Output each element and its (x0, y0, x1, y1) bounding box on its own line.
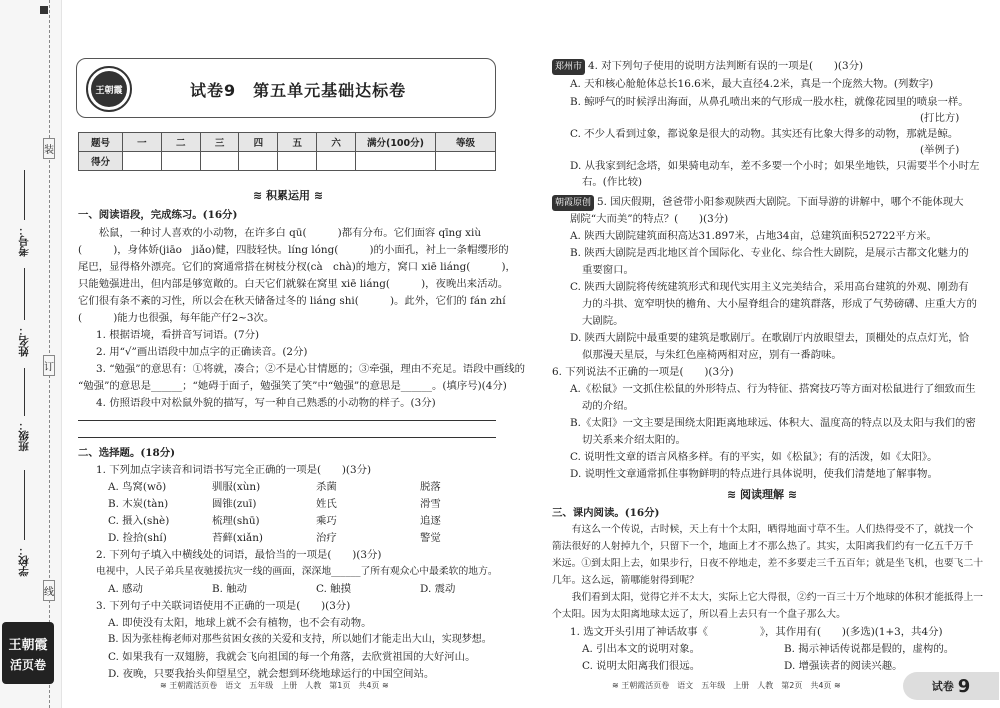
score-value-row (79, 152, 496, 171)
class-label: 班级： (18, 420, 30, 452)
question-text: 5. 国庆假期，爸爸带小阳参观陕西大剧院。下面导游的讲解中，哪个不能体现大 (597, 196, 964, 208)
sub-question: 4. 仿照语段中对松鼠外貌的描写，写一种自己熟悉的小动物的样子。(3分) (96, 397, 436, 409)
score-cell: 四 (239, 133, 278, 152)
score-input[interactable] (356, 152, 436, 171)
score-cell: 三 (200, 133, 239, 152)
question-stem (552, 58, 863, 75)
option-cell: 脱落 (420, 481, 441, 493)
option-row[interactable] (108, 530, 524, 546)
question-stem: 1. 选文开头引用了神话故事《 》，其作用有( )(多选)(1+3，共4分) (570, 626, 943, 638)
passage-line: 几年。这么远，箭哪能射得到呢？ (552, 575, 699, 586)
score-cell: 题号 (79, 133, 123, 152)
score-input[interactable] (161, 152, 200, 171)
option-row[interactable] (108, 479, 524, 495)
question-stem: 1. 下列加点字读音和词语书写完全正确的一项是( )(3分) (96, 464, 372, 476)
passage-line: 只能勉强进出，但内部是够宽敞的。白天它们就躲在窝里 xiē liáng( )，夜晚出来活动。 (78, 278, 509, 290)
option-cell: C. 摄入(shè) (108, 515, 170, 527)
score-cell: 五 (278, 133, 317, 152)
question-heading: 三、课内阅读。(16分) (552, 507, 660, 519)
score-cell: 满分(100分) (356, 133, 436, 152)
option-cell: 圆锥(zuī) (212, 498, 257, 510)
cut-line (49, 0, 50, 708)
option-row[interactable] (108, 513, 524, 529)
school-field[interactable] (18, 545, 31, 577)
option-cell: 苔藓(xiǎn) (212, 532, 263, 544)
question-stem: 3. 下列句子中关联词语使用不正确的一项是( )(3分) (96, 600, 351, 612)
option-line[interactable]: B.《太阳》一文主要是围绕太阳距离地球远、体积大、温度高的特点以及太阳与我们的密 (570, 417, 976, 429)
option-line[interactable]: 似那漫天星辰，与朱红色座椅两相对应，别有一番韵味。 (582, 349, 842, 361)
question-text: 剧院“大而美”的特点？( )(3分) (570, 213, 729, 225)
option-line[interactable]: C. 陕西大剧院将传统建筑形式和现代实用主义完美结合，采用高台建筑的外观、刚劲有 (570, 281, 969, 293)
seal-char: 订 (43, 355, 55, 376)
option-line[interactable]: A. 即使没有太阳，地球上就不会有植物，也不会有动物。 (108, 617, 372, 629)
option-line[interactable]: C. 说明太阳离我们很远。 (582, 660, 701, 672)
option-line[interactable]: D. 说明性文章通常抓住事物鲜明的特点进行具体说明，使我们清楚地了解事物。 (570, 468, 938, 480)
sub-question: 3. “勉强”的意思有：①将就，凑合；②不是心甘情愿的；③牵强，理由不充足。语段中画线的 (96, 363, 526, 375)
question-stem: 2. 下列句子填入中横线处的词语，最恰当的一项是( )(3分) (96, 549, 382, 561)
badge-text: 王朝霞 (91, 71, 127, 107)
answer-line (24, 268, 25, 320)
score-input[interactable] (200, 152, 239, 171)
class-field[interactable] (18, 420, 31, 452)
option-line[interactable]: D. 夜晚，只要我抬头仰望星空，就会想到环绕地球运行的中国空间站。 (108, 668, 435, 680)
passage-line: 有这么一个传说，古时候，天上有十个太阳，晒得地面寸草不生。人们热得受不了，就找一个 (552, 524, 974, 535)
option-note: (打比方) (920, 112, 960, 124)
option-line[interactable]: D. 增强读者的阅读兴趣。 (784, 660, 903, 672)
passage-line: 我们看到太阳，觉得它并不太大，实际上它大得很，②约一百三十万个地球的体积才能抵得上一 (552, 592, 984, 603)
option-cell: A. 鸟窝(wō) (108, 481, 167, 493)
paper-label: 试卷 (931, 680, 954, 693)
passage-line: 尾巴，显得格外漂亮。它们的窝通常搭在树枝分杈(cà chà)的地方，窝口 xiē liáng( )， (78, 261, 516, 273)
option-line[interactable]: B. 鲸呼气的时候浮出海面，从鼻孔喷出来的气形成一股水柱，就像花园里的喷泉一样。 (570, 96, 969, 108)
passage-line: 它们很有条不紊的习性，所以会在秋天储备过冬的 liáng shi( )。此外，它们的 fán zhí (78, 295, 506, 307)
sub-question: “勉强”的意思是______；“她碍于面子，勉强笑了笑”中“勉强”的意思是______。(填序号)(4分) (78, 380, 507, 392)
score-input[interactable] (123, 152, 162, 171)
brand-subtitle: 活页卷 (9, 657, 46, 672)
seal-char: 线 (43, 580, 55, 601)
page-footer: ≋ 王朝霞活页卷 语文 五年级 上册 人教 第2页 共4页 ≋ (612, 681, 841, 690)
option-line[interactable]: B. 因为张桂梅老师对那些贫困女孩的关爱和支持，所以她们才能走出大山，实现梦想。 (108, 634, 492, 645)
name-label: 姓名： (18, 325, 30, 357)
option-cell: 治疗 (316, 532, 337, 544)
score-table (78, 132, 496, 171)
paper-number-tab (903, 672, 999, 700)
passage-line: ( )，身体娇(jiāo jiǎo)健，四肢轻快。líng lóng( )的小面孔，衬上一条帽缨形的 (78, 244, 509, 256)
paper-number: 9 (957, 675, 971, 697)
option-cell: 姓氏 (316, 498, 337, 510)
option-row[interactable] (108, 496, 524, 512)
answer-line (24, 170, 25, 220)
option-cell: D. 震动 (420, 583, 456, 595)
option-line[interactable]: A. 引出本文的说明对象。 (582, 643, 701, 655)
binding-margin (0, 0, 62, 708)
question-stem: 6. 下列说法不正确的一项是( )(3分) (552, 366, 734, 378)
option-cell: D. 捡拾(shí) (108, 532, 167, 544)
answer-line (24, 368, 25, 416)
option-line[interactable]: A. 陕西大剧院建筑面积高达31.897米，占地34亩，总建筑面积52722平方米。 (570, 230, 937, 242)
sub-question: 1. 根据语境，看拼音写词语。(7分) (96, 329, 260, 341)
option-line[interactable]: C. 不少人看到过象，都说象是很大的动物。其实还有比象大得多的动物，那就是鲸。 (570, 128, 959, 140)
corner-mark (40, 6, 48, 14)
passage-line: 米远。①到太阳上去，如果步行，日夜不停地走，差不多要走三千五百年；就是坐飞机，也要飞二十 (552, 558, 984, 569)
section-heading: ≋ 阅读理解 ≋ (726, 488, 798, 501)
option-line[interactable]: 动的介绍。 (582, 400, 634, 412)
school-label: 学校： (18, 545, 30, 577)
option-cell: A. 感动 (108, 583, 143, 595)
page-footer: ≋ 王朝霞活页卷 语文 五年级 上册 人教 第1页 共4页 ≋ (160, 681, 389, 690)
score-cell: 等级 (436, 133, 496, 152)
brand-name: 王朝霞 (8, 637, 48, 653)
option-cell: 追逐 (420, 515, 441, 527)
score-input[interactable] (278, 152, 317, 171)
option-line[interactable]: 切关系来介绍太阳的。 (582, 434, 686, 446)
answer-line (24, 470, 25, 540)
answer-line[interactable] (78, 437, 496, 438)
option-cell: 杀菌 (316, 481, 337, 493)
score-input[interactable] (436, 152, 496, 171)
option-line[interactable]: C. 如果我有一双翅膀，我就会飞向祖国的每一个角落，去欣赏祖国的大好河山。 (108, 651, 476, 663)
passage-line: ( )能力也很强，每年能产仔2~3次。 (78, 312, 275, 324)
question-heading: 二、选择题。(18分) (78, 447, 176, 459)
score-input[interactable] (239, 152, 278, 171)
brand-logo (2, 622, 54, 684)
option-note: (举例子) (920, 144, 960, 156)
exam-number-label: 考号： (18, 225, 30, 257)
option-line[interactable]: C. 说明性文章的语言风格多样。有的平实，如《松鼠》；有的活泼，如《太阳》。 (570, 451, 938, 463)
region-tag: 郑州市 (552, 59, 585, 75)
option-cell: 滑雪 (420, 498, 441, 510)
option-line[interactable]: 力的斗拱、宽窄明快的檐角、大小屋脊组合的建筑群落，形成了气势磅礴、庄重大方的 (582, 298, 977, 310)
option-cell: C. 触摸 (316, 583, 351, 595)
question-heading: 一、阅读语段，完成练习。(16分) (78, 209, 238, 221)
option-cell: B. 触动 (212, 583, 248, 595)
option-line[interactable]: A. 天和核心舱舱体总长16.6米，最大直径4.2米，真是一个庞然大物。(列数字) (570, 78, 934, 90)
score-input[interactable] (317, 152, 356, 171)
name-field[interactable] (18, 325, 31, 357)
exam-number-field[interactable] (18, 225, 31, 257)
publisher-badge (86, 66, 132, 112)
score-cell: 六 (317, 133, 356, 152)
sub-question: 2. 用“√”画出语段中加点字的正确读音。(2分) (96, 346, 308, 358)
passage-line: 箭法很好的人射掉九个，只留下一个，地面上才不那么热了。其实，太阳离我们约有一亿五千万千 (552, 541, 974, 552)
seal-char: 装 (43, 138, 55, 159)
option-cell: 乘巧 (316, 515, 337, 527)
option-cell: B. 木炭(tàn) (108, 498, 169, 510)
answer-line[interactable] (78, 420, 496, 421)
option-line[interactable]: B. 揭示神话传说都是假的，虚构的。 (784, 643, 955, 655)
option-row[interactable] (108, 581, 524, 597)
option-cell: 驯服(xùn) (212, 481, 261, 493)
score-header-row (79, 133, 496, 152)
page-title: 试卷9 第五单元基础达标卷 (190, 81, 407, 100)
option-line[interactable]: A.《松鼠》一文抓住松鼠的外形特点、行为特征、搭窝技巧等方面对松鼠进行了细致而生 (570, 383, 976, 395)
question-text: 4. 对下列句子使用的说明方法判断有误的一项是( )(3分) (588, 60, 864, 72)
option-line[interactable]: B. 陕西大剧院是西北地区首个国际化、专业化、综合性大剧院，是展示古都文化魅力的 (570, 247, 969, 259)
question-stem (552, 194, 964, 211)
option-line[interactable]: 右。(作比较) (582, 176, 643, 188)
passage-line: 个太阳。因为太阳离地球太远了，所以看上去只有一个盘子那么大。 (552, 609, 846, 620)
option-cell: 警觉 (420, 532, 441, 544)
score-cell: 二 (161, 133, 200, 152)
source-tag: 朝霞原创 (552, 195, 594, 211)
option-line[interactable]: D. 从我家到纪念塔，如果骑电动车，差不多要一个小时；如果坐地铁，只需要半个小时左 (570, 160, 980, 172)
score-cell: 一 (123, 133, 162, 152)
option-line[interactable]: 重要窗口。 (582, 264, 634, 276)
option-line[interactable]: 大剧院。 (582, 315, 624, 327)
question-sentence: 电视中，人民子弟兵星夜驰援抗灾一线的画面，深深地______了所有观众心中最柔软的地方。 (96, 566, 498, 577)
passage-line: 松鼠，一种讨人喜欢的小动物，在许多白 qū( )都有分布。它们面容 qīng xiù (78, 227, 482, 239)
score-cell: 得分 (79, 152, 123, 171)
option-cell: 梳理(shū) (212, 515, 260, 527)
section-heading: ≋ 积累运用 ≋ (252, 189, 324, 202)
option-line[interactable]: D. 陕西大剧院中最重要的建筑是歌剧厅。在歌剧厅内放眼望去，顶棚处的点点灯光，恰 (570, 332, 970, 344)
